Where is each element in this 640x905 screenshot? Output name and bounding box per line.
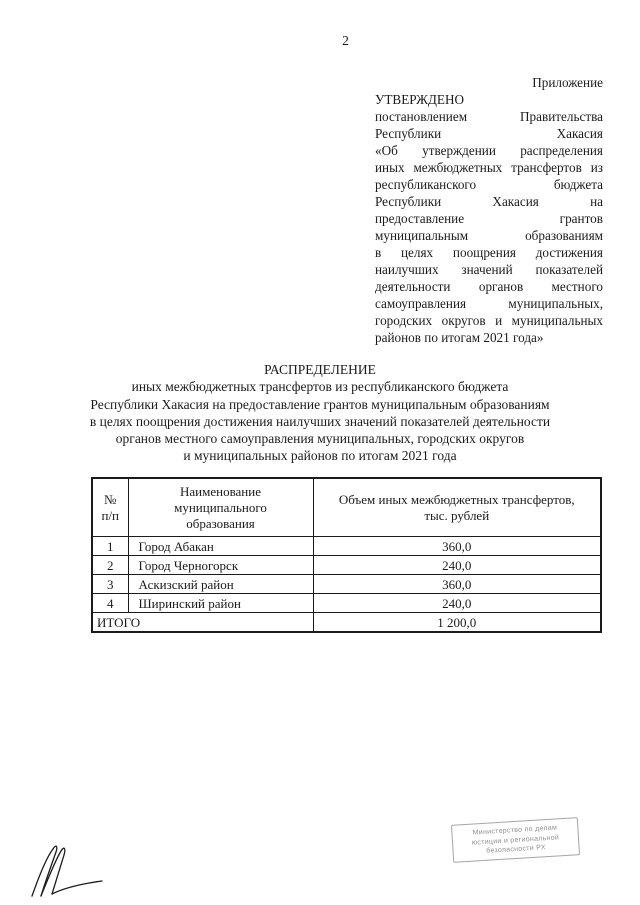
approval-line: самоуправления муниципальных, bbox=[375, 296, 603, 311]
approval-line: городских округов и муниципальных bbox=[375, 313, 603, 328]
total-amount: 1 200,0 bbox=[313, 613, 601, 633]
table-header-row bbox=[92, 478, 601, 537]
approval-line: республиканского бюджета bbox=[375, 177, 603, 192]
row-amount: 240,0 bbox=[313, 594, 601, 613]
title-line: Республики Хакасия на предоставление грантов муниципальным образованиям bbox=[90, 396, 550, 412]
total-label: ИТОГО bbox=[92, 613, 313, 633]
row-amount: 240,0 bbox=[313, 556, 601, 575]
approval-line: Республики Хакасия bbox=[375, 126, 603, 141]
stamp-line: Министерство по делам bbox=[472, 824, 558, 837]
title-line: и муниципальных районов по итогам 2021 года bbox=[183, 448, 457, 464]
approval-line: наилучших значений показателей bbox=[375, 262, 603, 277]
row-num: 3 bbox=[92, 575, 128, 594]
approval-line: УТВЕРЖДЕНО bbox=[375, 92, 465, 107]
stamp-line: безопасности РХ bbox=[486, 844, 547, 855]
approval-line: предоставление грантов bbox=[375, 211, 603, 226]
table-total-row bbox=[92, 613, 601, 633]
approval-line: иных межбюджетных трансфертов из bbox=[375, 160, 603, 175]
header-amount: Объем иных межбюджетных трансфертов, тыс. рублей bbox=[313, 478, 601, 537]
row-amount: 360,0 bbox=[313, 537, 601, 556]
row-name: Город Абакан bbox=[128, 537, 313, 556]
approval-line: в целях поощрения достижения bbox=[375, 245, 603, 260]
header-name: Наименование муниципального образования bbox=[128, 478, 313, 537]
approval-block bbox=[375, 74, 603, 346]
title-line: РАСПРЕДЕЛЕНИЕ bbox=[264, 362, 376, 377]
approval-line: «Об утверждении распределения bbox=[375, 143, 603, 158]
row-num: 2 bbox=[92, 556, 128, 575]
table-row bbox=[92, 594, 601, 613]
title-line: в целях поощрения достижения наилучших значений показателей деятельности bbox=[89, 413, 551, 429]
document-title bbox=[40, 361, 600, 465]
approval-line: Республики Хакасия на bbox=[375, 194, 603, 209]
title-line: органов местного самоуправления муниципальных, городских округов bbox=[115, 431, 525, 447]
row-name: Аскизский район bbox=[128, 575, 313, 594]
row-num: 4 bbox=[92, 594, 128, 613]
row-amount: 360,0 bbox=[313, 575, 601, 594]
stamp-line: юстиции и региональной bbox=[471, 833, 560, 847]
header-num: № п/п bbox=[92, 478, 128, 537]
approval-line: деятельности органов местного bbox=[375, 279, 603, 294]
approval-line: Приложение bbox=[532, 75, 603, 90]
row-name: Ширинский район bbox=[128, 594, 313, 613]
table-row bbox=[92, 556, 601, 575]
row-num: 1 bbox=[92, 537, 128, 556]
table-row bbox=[92, 537, 601, 556]
approval-line: муниципальным образованиям bbox=[375, 228, 603, 243]
registration-stamp bbox=[451, 817, 580, 863]
signature-mark bbox=[22, 843, 107, 901]
table-row bbox=[92, 575, 601, 594]
row-name: Город Черногорск bbox=[128, 556, 313, 575]
allocation-table bbox=[91, 477, 602, 633]
approval-line: районов по итогам 2021 года» bbox=[375, 330, 544, 345]
page-number: 2 bbox=[342, 33, 349, 48]
title-line: иных межбюджетных трансфертов из республиканского бюджета bbox=[131, 379, 509, 395]
approval-line: постановлением Правительства bbox=[375, 109, 603, 124]
